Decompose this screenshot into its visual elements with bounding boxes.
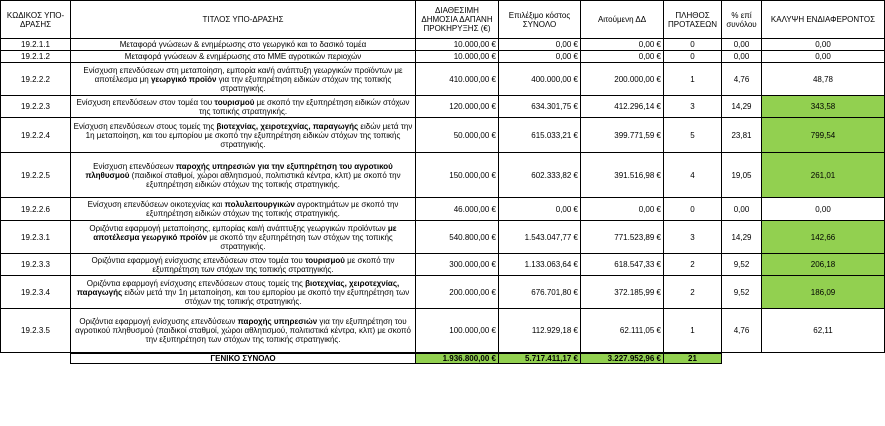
row-code: 19.2.2.4 — [1, 118, 71, 153]
row-code: 19.2.3.4 — [1, 276, 71, 309]
row-title-segment: γεωργικό προϊόν — [150, 74, 217, 84]
row-code: 19.2.1.1 — [1, 39, 71, 51]
row-title-segment: Ενίσχυση επενδύσεων στους τομείς της — [73, 121, 217, 131]
table-row — [1, 96, 885, 118]
row-title — [71, 221, 416, 254]
total-spacer — [1, 353, 71, 364]
row-eligible-cost: 1.543.047,77 € — [499, 221, 581, 254]
row-eligible-cost: 676.701,80 € — [499, 276, 581, 309]
row-percent: 19,05 — [722, 153, 762, 198]
row-title-segment: παροχής υπηρεσιών για την εξυπηρέτηση του αγροτικού πληθυσμού — [85, 161, 393, 180]
row-code: 19.2.3.3 — [1, 254, 71, 276]
row-proposals: 2 — [664, 254, 722, 276]
row-eligible-cost: 0,00 € — [499, 198, 581, 221]
row-eligible-cost: 615.033,21 € — [499, 118, 581, 153]
row-title-segment: Οριζόντια εφαρμογή μεταποίησης, εμπορίας και/ή ανάπτυξης γεωργικών προϊόντων — [89, 223, 388, 233]
row-requested: 399.771,59 € — [581, 118, 664, 153]
header-requested: Αιτούμενη ΔΔ — [581, 1, 664, 39]
table-row — [1, 118, 885, 153]
row-title-segment: ειδών μετά την 1η μεταποίηση, και του εμπορίου με σκοπό την εξυπηρέτηση ειδικών στόχων της τοπικής στρατηγικής. — [85, 121, 413, 149]
row-percent: 14,29 — [722, 221, 762, 254]
row-coverage: 142,66 — [762, 221, 885, 254]
row-requested: 372.185,99 € — [581, 276, 664, 309]
row-public-expense: 46.000,00 € — [416, 198, 499, 221]
table-row — [1, 254, 885, 276]
row-percent: 23,81 — [722, 118, 762, 153]
table-row — [1, 39, 885, 51]
row-proposals: 1 — [664, 63, 722, 96]
row-proposals: 5 — [664, 118, 722, 153]
table-row — [1, 221, 885, 254]
total-requested: 3.227.952,96 € — [581, 353, 664, 364]
total-public: 1.936.800,00 € — [416, 353, 499, 364]
row-title — [71, 276, 416, 309]
row-title-segment: με σκοπό την εξυπηρέτηση των στόχων της τοπικής στρατηγικής. — [207, 232, 393, 251]
row-percent: 4,76 — [722, 63, 762, 96]
row-requested: 62.111,05 € — [581, 309, 664, 353]
row-proposals: 3 — [664, 96, 722, 118]
row-coverage: 186,09 — [762, 276, 885, 309]
row-public-expense: 410.000,00 € — [416, 63, 499, 96]
row-coverage: 62,11 — [762, 309, 885, 353]
total-label: ΓΕΝΙΚΟ ΣΥΝΟΛΟ — [71, 353, 416, 364]
row-eligible-cost: 0,00 € — [499, 39, 581, 51]
row-title-segment: Ενίσχυση επενδύσεων — [93, 161, 176, 171]
row-title — [71, 63, 416, 96]
row-public-expense: 100.000,00 € — [416, 309, 499, 353]
row-title-segment: παροχής υπηρεσιών — [237, 316, 318, 326]
row-eligible-cost: 602.333,82 € — [499, 153, 581, 198]
row-eligible-cost: 634.301,75 € — [499, 96, 581, 118]
row-requested: 200.000,00 € — [581, 63, 664, 96]
row-code: 19.2.3.1 — [1, 221, 71, 254]
row-title-segment: Ενίσχυση επενδύσεων στον τομέα του — [76, 97, 215, 107]
row-eligible-cost: 1.133.063,64 € — [499, 254, 581, 276]
row-eligible-cost: 112.929,18 € — [499, 309, 581, 353]
row-requested: 412.296,14 € — [581, 96, 664, 118]
header-percent: % επί συνόλου — [722, 1, 762, 39]
row-public-expense: 300.000,00 € — [416, 254, 499, 276]
row-title-segment: Οριζόντια εφαρμογή ενίσχυσης επενδύσεων στους τομείς της — [86, 278, 306, 288]
row-public-expense: 120.000,00 € — [416, 96, 499, 118]
row-requested: 0,00 € — [581, 51, 664, 63]
row-title-segment: με σκοπό την εξυπηρέτηση των στόχων της τοπικής στρατηγικής. — [152, 255, 395, 274]
row-title-segment: βιοτεχνίας, χειροτεχνίας, παραγωγής — [216, 121, 359, 131]
row-title — [71, 198, 416, 221]
row-coverage: 0,00 — [762, 198, 885, 221]
row-public-expense: 50.000,00 € — [416, 118, 499, 153]
header-eligible-cost: Επιλέξιμο κόστος ΣΥΝΟΛΟ — [499, 1, 581, 39]
row-requested: 391.516,98 € — [581, 153, 664, 198]
row-title-segment: για την εξυπηρέτηση του αγροτικού πληθυσμού (παιδικοί σταθμοί, χώροι αθλητισμού, πολιτιστικά κέντρα, κλπ) με σκοπό την εξυπηρέτηση των στόχων της τοπικής στρατηγικής. — [75, 316, 411, 344]
row-public-expense: 540.800,00 € — [416, 221, 499, 254]
row-public-expense: 150.000,00 € — [416, 153, 499, 198]
table-body — [1, 39, 885, 353]
table-row — [1, 309, 885, 353]
row-code: 19.2.2.2 — [1, 63, 71, 96]
table-row — [1, 276, 885, 309]
row-proposals: 4 — [664, 153, 722, 198]
header-row — [1, 1, 885, 39]
row-title-segment: Ενίσχυση επενδύσεων στη μεταποίηση, εμπορία και/ή ανάπτυξη γεωργικών προϊόντων με αποτέλεσμα μη — [83, 65, 403, 84]
header-proposals: ΠΛΗΘΟΣ ΠΡΟΤΑΣΕΩΝ — [664, 1, 722, 39]
row-code: 19.2.2.3 — [1, 96, 71, 118]
table-row — [1, 51, 885, 63]
row-proposals: 3 — [664, 221, 722, 254]
row-code: 19.2.3.5 — [1, 309, 71, 353]
row-proposals: 0 — [664, 39, 722, 51]
row-percent: 9,52 — [722, 254, 762, 276]
row-title — [71, 309, 416, 353]
row-proposals: 0 — [664, 51, 722, 63]
row-title-segment: τουρισμού — [304, 255, 345, 265]
row-title-segment: Μεταφορά γνώσεων & ενημέρωσης στο ΜΜΕ αγροτικών περιοχών — [124, 52, 362, 61]
header-public-expense: ΔΙΑΘΕΣΙΜΗ ΔΗΜΟΣΙΑ ΔΑΠΑΝΗ ΠΡΟΚΗΡΥΞΗΣ (€) — [416, 1, 499, 39]
row-coverage: 206,18 — [762, 254, 885, 276]
row-coverage: 48,78 — [762, 63, 885, 96]
row-proposals: 1 — [664, 309, 722, 353]
row-coverage: 0,00 — [762, 51, 885, 63]
row-requested: 0,00 € — [581, 198, 664, 221]
row-percent: 0,00 — [722, 39, 762, 51]
row-proposals: 0 — [664, 198, 722, 221]
row-coverage: 0,00 — [762, 39, 885, 51]
table-row — [1, 153, 885, 198]
row-title-segment: με αποτέλεσμα γεωργικό προϊόν — [93, 223, 397, 242]
row-public-expense: 10.000,00 € — [416, 39, 499, 51]
total-spacer-3 — [762, 353, 885, 364]
row-eligible-cost: 0,00 € — [499, 51, 581, 63]
row-coverage: 799,54 — [762, 118, 885, 153]
row-title-segment: για την εξυπηρέτηση ειδικών στόχων της τοπικής στρατηγικής. — [216, 74, 392, 93]
row-title-segment: τουρισμού — [214, 97, 255, 107]
total-proposals: 21 — [664, 353, 722, 364]
row-eligible-cost: 400.000,00 € — [499, 63, 581, 96]
row-title — [71, 254, 416, 276]
row-public-expense: 200.000,00 € — [416, 276, 499, 309]
row-coverage: 343,58 — [762, 96, 885, 118]
row-coverage: 261,01 — [762, 153, 885, 198]
row-requested: 618.547,33 € — [581, 254, 664, 276]
row-percent: 4,76 — [722, 309, 762, 353]
row-title — [71, 153, 416, 198]
row-title-segment: ειδών μετά την 1η μεταποίηση, και του εμπορίου με σκοπό την εξυπηρέτηση των στόχων της τοπικής στρατηγικής. — [122, 287, 410, 306]
row-code: 19.2.2.6 — [1, 198, 71, 221]
row-title — [71, 96, 416, 118]
row-title-segment: Μεταφορά γνώσεων & ενημέρωσης στο γεωργικό και το δασικό τομέα — [119, 40, 367, 49]
total-row — [1, 353, 885, 364]
row-title-segment: με σκοπό την εξυπηρέτηση ειδικών στόχων της τοπικής στρατηγικής. — [198, 97, 410, 116]
header-title: ΤΙΤΛΟΣ ΥΠΟ-ΔΡΑΣΗΣ — [71, 1, 416, 39]
row-title — [71, 51, 416, 63]
header-code: ΚΩΔΙΚΟΣ ΥΠΟ-ΔΡΑΣΗΣ — [1, 1, 71, 39]
total-eligible: 5.717.411,17 € — [499, 353, 581, 364]
row-code: 19.2.1.2 — [1, 51, 71, 63]
header-coverage: ΚΑΛΥΨΗ ΕΝΔΙΑΦΕΡΟΝΤΟΣ — [762, 1, 885, 39]
row-title — [71, 39, 416, 51]
row-percent: 0,00 — [722, 51, 762, 63]
row-title-segment: βιοτεχνίας, χειροτεχνίας, παραγωγής — [76, 278, 400, 297]
row-title-segment: Οριζόντια εφαρμογή ενίσχυσης επενδύσεων — [79, 316, 238, 326]
row-percent: 14,29 — [722, 96, 762, 118]
total-spacer-2 — [722, 353, 762, 364]
row-public-expense: 10.000,00 € — [416, 51, 499, 63]
row-requested: 771.523,89 € — [581, 221, 664, 254]
row-title-segment: αγροκτημάτων με σκοπό την εξυπηρέτηση ειδικών στόχων της τοπικής στρατηγικής. — [146, 200, 399, 218]
row-title-segment: (παιδικοί σταθμοί, χώροι αθλητισμού, πολιτιστικά κέντρα, κλπ) με σκοπό την εξυπηρέτηση ειδικών στόχων της τοπικής στρατηγικής. — [129, 170, 401, 189]
row-percent: 0,00 — [722, 198, 762, 221]
row-title-segment: πολυλειτουργικών — [224, 200, 295, 209]
row-proposals: 2 — [664, 276, 722, 309]
row-title-segment: Ενίσχυση επενδύσεων οικοτεχνίας και — [87, 200, 225, 209]
row-percent: 9,52 — [722, 276, 762, 309]
row-requested: 0,00 € — [581, 39, 664, 51]
table-row — [1, 198, 885, 221]
table-row — [1, 63, 885, 96]
row-title-segment: Οριζόντια εφαρμογή ενίσχυσης επενδύσεων στον τομέα του — [91, 255, 305, 265]
row-code: 19.2.2.5 — [1, 153, 71, 198]
row-title — [71, 118, 416, 153]
